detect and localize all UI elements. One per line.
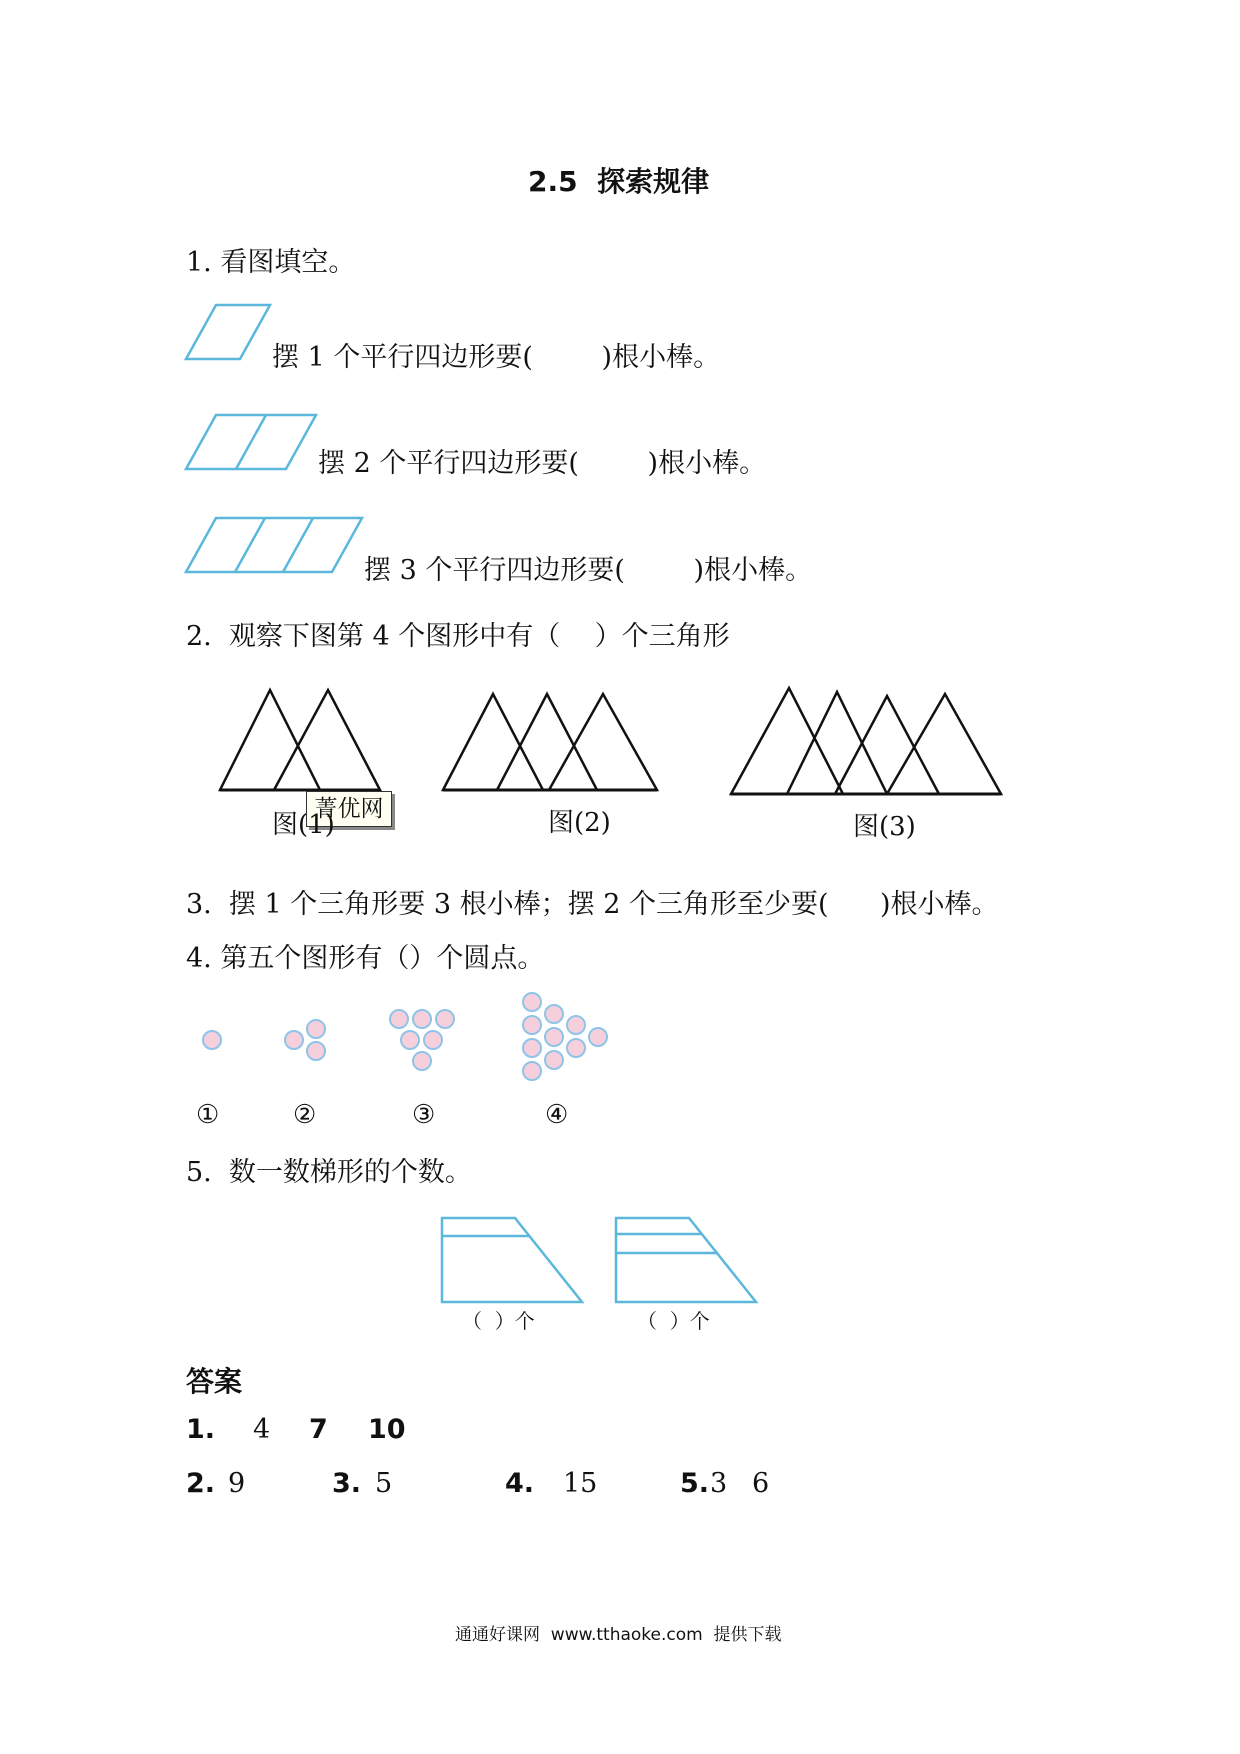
answer-3-value: 5 [375, 1468, 393, 1499]
question-1-line-1: 摆 1 个平行四边形要( )根小棒。 [272, 342, 721, 373]
figure-label-2: 图(2) [548, 808, 611, 838]
dot-label-2: ② [293, 1100, 317, 1130]
footer-text: 通通好课网 www.tthaoke.com 提供下载 [455, 1625, 782, 1645]
trapezoid-figure-2 [614, 1216, 760, 1306]
parallelogram-2-figure [186, 412, 326, 472]
watermark-badge: 菁优网 [306, 791, 392, 827]
question-3-text: 3. 摆 1 个三角形要 3 根小棒；摆 2 个三角形至少要( )根小棒。 [186, 889, 999, 920]
question-5-text: 5. 数一数梯形的个数。 [186, 1157, 472, 1188]
answers-heading: 答案 [186, 1365, 243, 1398]
answer-5-value-1: 3 [710, 1468, 728, 1499]
trapezoid-caption-2: （ ）个 [637, 1309, 710, 1333]
triangle-figure-1 [220, 686, 380, 794]
question-1-line-3: 摆 3 个平行四边形要( )根小棒。 [364, 555, 813, 586]
answer-5-value-2: 6 [752, 1468, 770, 1499]
question-1-heading: 1. 看图填空。 [186, 247, 356, 278]
answer-4-label: 4. [505, 1468, 535, 1499]
trapezoid-figure-1 [440, 1216, 586, 1306]
answer-2-label: 2. [186, 1468, 216, 1499]
figure-label-1: 图(1) [272, 810, 335, 840]
question-1-line-2: 摆 2 个平行四边形要( )根小棒。 [318, 448, 767, 479]
answer-1-value-3: 10 [368, 1414, 406, 1445]
answer-3-label: 3. [332, 1468, 362, 1499]
answer-4-value: 15 [563, 1468, 598, 1499]
question-2-text: 2. 观察下图第 4 个图形中有（ ）个三角形 [186, 621, 730, 652]
answer-5-label: 5. [680, 1468, 710, 1499]
question-4-text: 4. 第五个图形有（）个圆点。 [186, 943, 545, 974]
trapezoid-caption-1: （ ）个 [462, 1309, 535, 1333]
dot-label-1: ① [196, 1100, 220, 1130]
page-title: 2.5 探索规律 [528, 165, 710, 198]
answer-1-value-1: 4 [253, 1414, 271, 1445]
parallelogram-1-figure [186, 302, 276, 362]
answer-1-label: 1. [186, 1414, 216, 1445]
dot-label-4: ④ [545, 1100, 569, 1130]
answer-2-value: 9 [228, 1468, 246, 1499]
answer-1-value-2: 7 [309, 1414, 328, 1445]
parallelogram-3-figure [186, 515, 366, 575]
dot-pattern-figure [186, 988, 626, 1098]
triangle-figure-2 [443, 690, 659, 794]
dot-label-3: ③ [412, 1100, 436, 1130]
triangle-figure-3 [731, 684, 1005, 798]
figure-label-3: 图(3) [853, 812, 916, 842]
